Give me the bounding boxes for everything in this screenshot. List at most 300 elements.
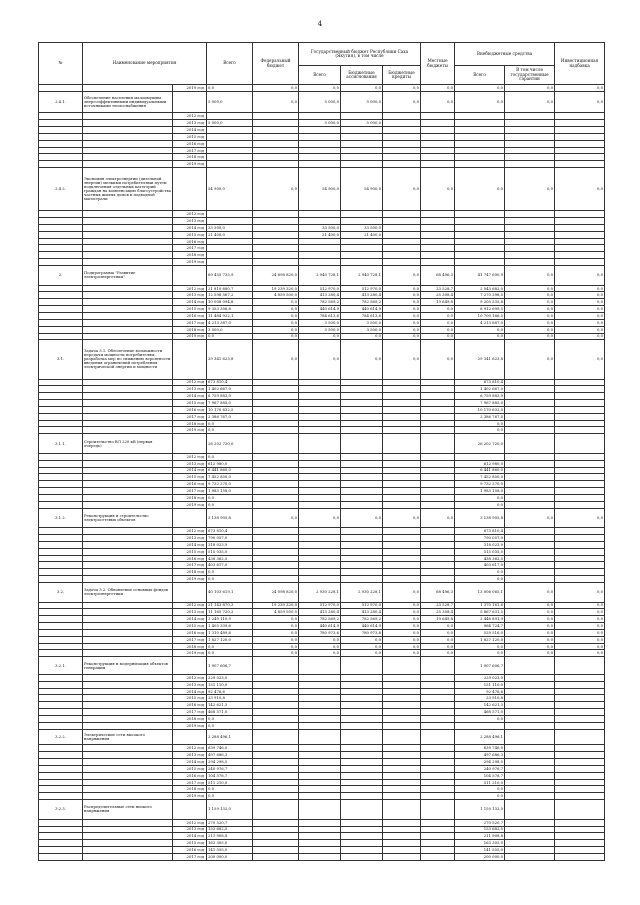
table-row bbox=[39, 548, 605, 555]
row-value: 1 983 158,0 bbox=[455, 488, 505, 495]
row-value: 0,0 bbox=[555, 623, 605, 630]
row-value bbox=[299, 259, 341, 266]
row-value bbox=[505, 127, 555, 134]
row-value bbox=[253, 147, 299, 154]
row-value bbox=[555, 847, 605, 854]
row-value bbox=[341, 379, 383, 386]
row-number bbox=[39, 616, 83, 623]
row-value bbox=[505, 528, 555, 535]
row-value bbox=[253, 674, 299, 681]
row-value bbox=[421, 481, 455, 488]
row-value bbox=[341, 847, 383, 854]
row-year: 2017 год bbox=[173, 636, 207, 643]
row-year: 2012 год bbox=[173, 528, 207, 535]
row-value: 0,0 bbox=[383, 629, 421, 636]
row-value bbox=[299, 140, 341, 147]
row-value bbox=[505, 231, 555, 238]
row-value bbox=[253, 420, 299, 427]
row-value: 1 405 339,6 bbox=[207, 623, 253, 630]
row-value: 9 732 270,0 bbox=[207, 481, 253, 488]
row-value bbox=[299, 759, 341, 766]
row-number bbox=[39, 252, 83, 259]
row-value bbox=[505, 120, 555, 127]
row-value bbox=[207, 147, 253, 154]
table-row bbox=[39, 779, 605, 786]
row-value bbox=[555, 154, 605, 161]
row-value bbox=[505, 386, 555, 393]
row-number bbox=[39, 528, 83, 535]
table-row bbox=[39, 709, 605, 716]
row-value bbox=[299, 562, 341, 569]
row-value bbox=[383, 786, 421, 793]
row-name bbox=[83, 127, 173, 134]
row-value: 24 098 820,0 bbox=[253, 582, 299, 602]
row-value: 1 310 489,6 bbox=[207, 629, 253, 636]
row-value: 0,0 bbox=[253, 306, 299, 313]
row-number bbox=[39, 285, 83, 292]
table-row bbox=[39, 752, 605, 759]
row-value bbox=[555, 745, 605, 752]
row-value bbox=[207, 140, 253, 147]
row-name: Экономия электроэнергии (дизельной энергии) мелкими потребителями путем подключения отдельных категорий граждан на компенсацию благоустройства частных жилых домов к подводной магистрали bbox=[83, 168, 173, 211]
row-value: 8 912 699,5 bbox=[455, 306, 505, 313]
row-value bbox=[383, 147, 421, 154]
row-name bbox=[83, 224, 173, 231]
row-value bbox=[253, 379, 299, 386]
row-value bbox=[555, 752, 605, 759]
row-value bbox=[253, 729, 299, 745]
row-value bbox=[383, 576, 421, 583]
row-year: 2013 год bbox=[173, 386, 207, 393]
row-value bbox=[555, 386, 605, 393]
row-value: 0,0 bbox=[505, 319, 555, 326]
row-value: 0,0 bbox=[421, 168, 455, 211]
row-value: 0,0 bbox=[455, 91, 505, 113]
row-name bbox=[83, 636, 173, 643]
row-value: 54 900,0 bbox=[207, 168, 253, 211]
row-value bbox=[505, 548, 555, 555]
row-name bbox=[83, 501, 173, 508]
row-value bbox=[505, 154, 555, 161]
row-value: 6 441 860,0 bbox=[207, 467, 253, 474]
row-number bbox=[39, 602, 83, 609]
row-value bbox=[341, 252, 383, 259]
table-row bbox=[39, 211, 605, 218]
row-value bbox=[253, 576, 299, 583]
row-value: 0,0 bbox=[455, 427, 505, 434]
row-value: 0,0 bbox=[505, 299, 555, 306]
row-value bbox=[383, 393, 421, 400]
row-value: 0,0 bbox=[421, 319, 455, 326]
row-value bbox=[299, 133, 341, 140]
row-value: 19 239 320,0 bbox=[253, 285, 299, 292]
row-value bbox=[505, 833, 555, 840]
row-value bbox=[383, 386, 421, 393]
row-value bbox=[421, 218, 455, 225]
row-number bbox=[39, 420, 83, 427]
row-value bbox=[555, 488, 605, 495]
row-value bbox=[505, 252, 555, 259]
row-value: 0,0 bbox=[555, 319, 605, 326]
row-value bbox=[555, 481, 605, 488]
row-value bbox=[341, 393, 383, 400]
row-value bbox=[455, 259, 505, 266]
row-value: 0,0 bbox=[383, 636, 421, 643]
row-year: 2019 год bbox=[173, 501, 207, 508]
row-year: 2018 год bbox=[173, 569, 207, 576]
row-value bbox=[341, 555, 383, 562]
row-value bbox=[383, 681, 421, 688]
row-name bbox=[83, 231, 173, 238]
row-value bbox=[505, 657, 555, 675]
row-value bbox=[421, 833, 455, 840]
row-value: 0,0 bbox=[455, 793, 505, 800]
row-value: 0,0 bbox=[421, 629, 455, 636]
table-row bbox=[39, 393, 605, 400]
row-year: 2016 год bbox=[173, 847, 207, 854]
row-value bbox=[299, 211, 341, 218]
row-value bbox=[505, 729, 555, 745]
row-value: 0,0 bbox=[455, 333, 505, 340]
row-value bbox=[555, 833, 605, 840]
row-value bbox=[207, 245, 253, 252]
row-value: 1 907 606,7 bbox=[455, 657, 505, 675]
row-name bbox=[83, 238, 173, 245]
row-value: 0,0 bbox=[341, 650, 383, 657]
row-name bbox=[83, 85, 173, 92]
row-value bbox=[505, 576, 555, 583]
row-name bbox=[83, 460, 173, 467]
row-value: 24 698 820,0 bbox=[253, 266, 299, 286]
row-value: 0,0 bbox=[383, 319, 421, 326]
row-value bbox=[455, 140, 505, 147]
row-number bbox=[39, 494, 83, 501]
row-value: 0,0 bbox=[299, 85, 341, 92]
row-number bbox=[39, 501, 83, 508]
table-row bbox=[39, 266, 605, 286]
row-value bbox=[383, 245, 421, 252]
row-name bbox=[83, 752, 173, 759]
row-value bbox=[383, 847, 421, 854]
row-value: 5 000,0 bbox=[341, 120, 383, 127]
row-value bbox=[421, 154, 455, 161]
row-value bbox=[505, 709, 555, 716]
row-number: 2.4.2. bbox=[39, 168, 83, 211]
row-value bbox=[555, 400, 605, 407]
table-row bbox=[39, 729, 605, 745]
row-value bbox=[421, 231, 455, 238]
row-value bbox=[383, 772, 421, 779]
row-value bbox=[341, 562, 383, 569]
row-value bbox=[253, 224, 299, 231]
row-value bbox=[421, 393, 455, 400]
row-name bbox=[83, 474, 173, 481]
row-value bbox=[505, 759, 555, 766]
row-year: 2013 год bbox=[173, 752, 207, 759]
row-value bbox=[555, 427, 605, 434]
row-value bbox=[299, 569, 341, 576]
row-value bbox=[299, 127, 341, 134]
row-value bbox=[383, 140, 421, 147]
row-value bbox=[383, 793, 421, 800]
row-value bbox=[299, 745, 341, 752]
row-value bbox=[341, 154, 383, 161]
row-value bbox=[383, 729, 421, 745]
row-value: 612 980,0 bbox=[207, 460, 253, 467]
row-value: 211 908,8 bbox=[455, 833, 505, 840]
row-value bbox=[207, 218, 253, 225]
row-value bbox=[505, 541, 555, 548]
row-value: 0,0 bbox=[505, 85, 555, 92]
table-row bbox=[39, 800, 605, 820]
row-year: 2018 год bbox=[173, 716, 207, 723]
row-number bbox=[39, 793, 83, 800]
row-number bbox=[39, 779, 83, 786]
row-number bbox=[39, 333, 83, 340]
table-row bbox=[39, 494, 605, 501]
table-row bbox=[39, 140, 605, 147]
row-value bbox=[555, 127, 605, 134]
row-value: 0,0 bbox=[383, 168, 421, 211]
row-value bbox=[383, 259, 421, 266]
row-value bbox=[455, 211, 505, 218]
row-value bbox=[421, 695, 455, 702]
row-value bbox=[505, 853, 555, 860]
row-value: 2 446 891,9 bbox=[455, 616, 505, 623]
row-value: 1 827 120,0 bbox=[207, 636, 253, 643]
row-year: 2015 год bbox=[173, 548, 207, 555]
row-value bbox=[341, 386, 383, 393]
row-value bbox=[421, 840, 455, 847]
row-value: 0,0 bbox=[421, 312, 455, 319]
row-number bbox=[39, 819, 83, 826]
row-value bbox=[505, 847, 555, 854]
table-row bbox=[39, 245, 605, 252]
row-number bbox=[39, 312, 83, 319]
row-number: 3.2.1. bbox=[39, 657, 83, 675]
row-year: 2014 год bbox=[173, 616, 207, 623]
row-value bbox=[383, 548, 421, 555]
row-value bbox=[299, 427, 341, 434]
table-row bbox=[39, 85, 605, 92]
row-value: 26 202 720,0 bbox=[207, 434, 253, 454]
row-value: 0,0 bbox=[555, 582, 605, 602]
row-year: 2013 год bbox=[173, 681, 207, 688]
row-value: 0,0 bbox=[383, 285, 421, 292]
row-value: 0,0 bbox=[253, 616, 299, 623]
row-value: 3 500,0 bbox=[341, 319, 383, 326]
row-value bbox=[421, 488, 455, 495]
row-year: 2015 год bbox=[173, 231, 207, 238]
row-value bbox=[299, 722, 341, 729]
row-value bbox=[505, 147, 555, 154]
table-row bbox=[39, 467, 605, 474]
row-number bbox=[39, 154, 83, 161]
row-value bbox=[341, 793, 383, 800]
row-value bbox=[253, 779, 299, 786]
row-number bbox=[39, 259, 83, 266]
row-value bbox=[341, 400, 383, 407]
row-value bbox=[555, 238, 605, 245]
row-value: 4 213 387,0 bbox=[207, 319, 253, 326]
row-value bbox=[253, 245, 299, 252]
row-value bbox=[421, 434, 455, 454]
row-year: 2014 год bbox=[173, 467, 207, 474]
row-number bbox=[39, 695, 83, 702]
table-row bbox=[39, 541, 605, 548]
row-value: 0,0 bbox=[207, 716, 253, 723]
row-value: 0,0 bbox=[555, 168, 605, 211]
row-year: 2013 год bbox=[173, 609, 207, 616]
row-value bbox=[505, 259, 555, 266]
row-year: 2016 год bbox=[173, 238, 207, 245]
row-value bbox=[253, 800, 299, 820]
row-name bbox=[83, 285, 173, 292]
row-value: 0,0 bbox=[455, 494, 505, 501]
row-value bbox=[555, 467, 605, 474]
row-value: 0,0 bbox=[383, 650, 421, 657]
row-value bbox=[341, 840, 383, 847]
row-number bbox=[39, 231, 83, 238]
row-value bbox=[341, 161, 383, 168]
row-value bbox=[555, 695, 605, 702]
row-value bbox=[555, 259, 605, 266]
table-row bbox=[39, 120, 605, 127]
row-value: 19 649,8 bbox=[421, 299, 455, 306]
row-value bbox=[383, 379, 421, 386]
table-row bbox=[39, 716, 605, 723]
row-value bbox=[253, 218, 299, 225]
row-value: 0,0 bbox=[207, 793, 253, 800]
row-value: 0,0 bbox=[555, 85, 605, 92]
row-number bbox=[39, 218, 83, 225]
row-value: 0,0 bbox=[253, 326, 299, 333]
row-value bbox=[299, 481, 341, 488]
row-value bbox=[383, 434, 421, 454]
row-value: 153 682,5 bbox=[207, 826, 253, 833]
row-value: 68 496,3 bbox=[421, 582, 455, 602]
row-number bbox=[39, 650, 83, 657]
row-value: 440 614,9 bbox=[341, 306, 383, 313]
row-value bbox=[455, 218, 505, 225]
row-year: 2015 год bbox=[173, 133, 207, 140]
row-value: 0,0 bbox=[253, 650, 299, 657]
row-value: 1 827 120,0 bbox=[455, 636, 505, 643]
row-value: 25 308,4 bbox=[421, 609, 455, 616]
row-value: 7 452 850,0 bbox=[207, 474, 253, 481]
row-value bbox=[505, 765, 555, 772]
row-name bbox=[83, 393, 173, 400]
row-number bbox=[39, 120, 83, 127]
row-value bbox=[207, 252, 253, 259]
row-value bbox=[253, 853, 299, 860]
row-number bbox=[39, 211, 83, 218]
row-value: 0,0 bbox=[383, 91, 421, 113]
row-value bbox=[341, 113, 383, 120]
row-value: 0,0 bbox=[421, 340, 455, 379]
row-value bbox=[253, 688, 299, 695]
row-value bbox=[455, 252, 505, 259]
row-value bbox=[299, 245, 341, 252]
row-value bbox=[299, 800, 341, 820]
row-value: 68 496,3 bbox=[421, 266, 455, 286]
row-name: Электрические сети высокого напряжения bbox=[83, 729, 173, 745]
row-value: 10 700 166,5 bbox=[455, 312, 505, 319]
row-value bbox=[505, 562, 555, 569]
row-value bbox=[299, 434, 341, 454]
row-value: 0,0 bbox=[207, 420, 253, 427]
row-number bbox=[39, 609, 83, 616]
row-value bbox=[299, 840, 341, 847]
row-value bbox=[455, 154, 505, 161]
row-value: 0,0 bbox=[505, 285, 555, 292]
row-value: 0,0 bbox=[383, 306, 421, 313]
row-number bbox=[39, 623, 83, 630]
row-year: 2018 год bbox=[173, 786, 207, 793]
row-value bbox=[253, 840, 299, 847]
row-value bbox=[341, 541, 383, 548]
row-value: 497 686,3 bbox=[207, 752, 253, 759]
row-value: 403 617,0 bbox=[207, 562, 253, 569]
row-value: 964 724,7 bbox=[455, 623, 505, 630]
row-value: 5 000,0 bbox=[299, 91, 341, 113]
row-value bbox=[555, 120, 605, 127]
row-value bbox=[299, 826, 341, 833]
table-row bbox=[39, 326, 605, 333]
row-value: 104 578,7 bbox=[207, 772, 253, 779]
row-year: 2015 год bbox=[173, 306, 207, 313]
row-year: 2012 год bbox=[173, 602, 207, 609]
row-value bbox=[555, 541, 605, 548]
row-year: 2017 год bbox=[173, 147, 207, 154]
row-value bbox=[341, 127, 383, 134]
row-value bbox=[505, 716, 555, 723]
row-value bbox=[383, 779, 421, 786]
row-value: 673 810,4 bbox=[455, 528, 505, 535]
row-value bbox=[383, 555, 421, 562]
table-row bbox=[39, 702, 605, 709]
table-row bbox=[39, 623, 605, 630]
row-value bbox=[253, 474, 299, 481]
row-value bbox=[555, 133, 605, 140]
row-value bbox=[505, 113, 555, 120]
row-value: 54 900,0 bbox=[341, 168, 383, 211]
row-value bbox=[253, 133, 299, 140]
funding-table bbox=[38, 42, 605, 861]
row-value bbox=[299, 494, 341, 501]
row-value: 10 170 632,5 bbox=[207, 406, 253, 413]
row-year: 2019 год bbox=[173, 427, 207, 434]
row-value bbox=[421, 576, 455, 583]
row-name bbox=[83, 379, 173, 386]
row-value: 7 452 850,0 bbox=[455, 474, 505, 481]
row-value: 0,0 bbox=[253, 629, 299, 636]
row-value: 413 280,4 bbox=[341, 292, 383, 299]
row-value bbox=[421, 752, 455, 759]
row-value bbox=[505, 245, 555, 252]
row-year: 2014 год bbox=[173, 833, 207, 840]
row-value bbox=[421, 420, 455, 427]
row-name bbox=[83, 406, 173, 413]
row-name bbox=[83, 488, 173, 495]
table-row bbox=[39, 379, 605, 386]
row-number bbox=[39, 709, 83, 716]
row-value: 0,0 bbox=[253, 168, 299, 211]
row-name: Задача 3.1. Обеспечение возможности передачи мощности потребителям, разработка мер по снижению вероятности введения ограничений потребления электрической энергии и мощности bbox=[83, 340, 173, 379]
row-value: 11 484 922,1 bbox=[207, 312, 253, 319]
row-name bbox=[83, 211, 173, 218]
row-value bbox=[383, 819, 421, 826]
